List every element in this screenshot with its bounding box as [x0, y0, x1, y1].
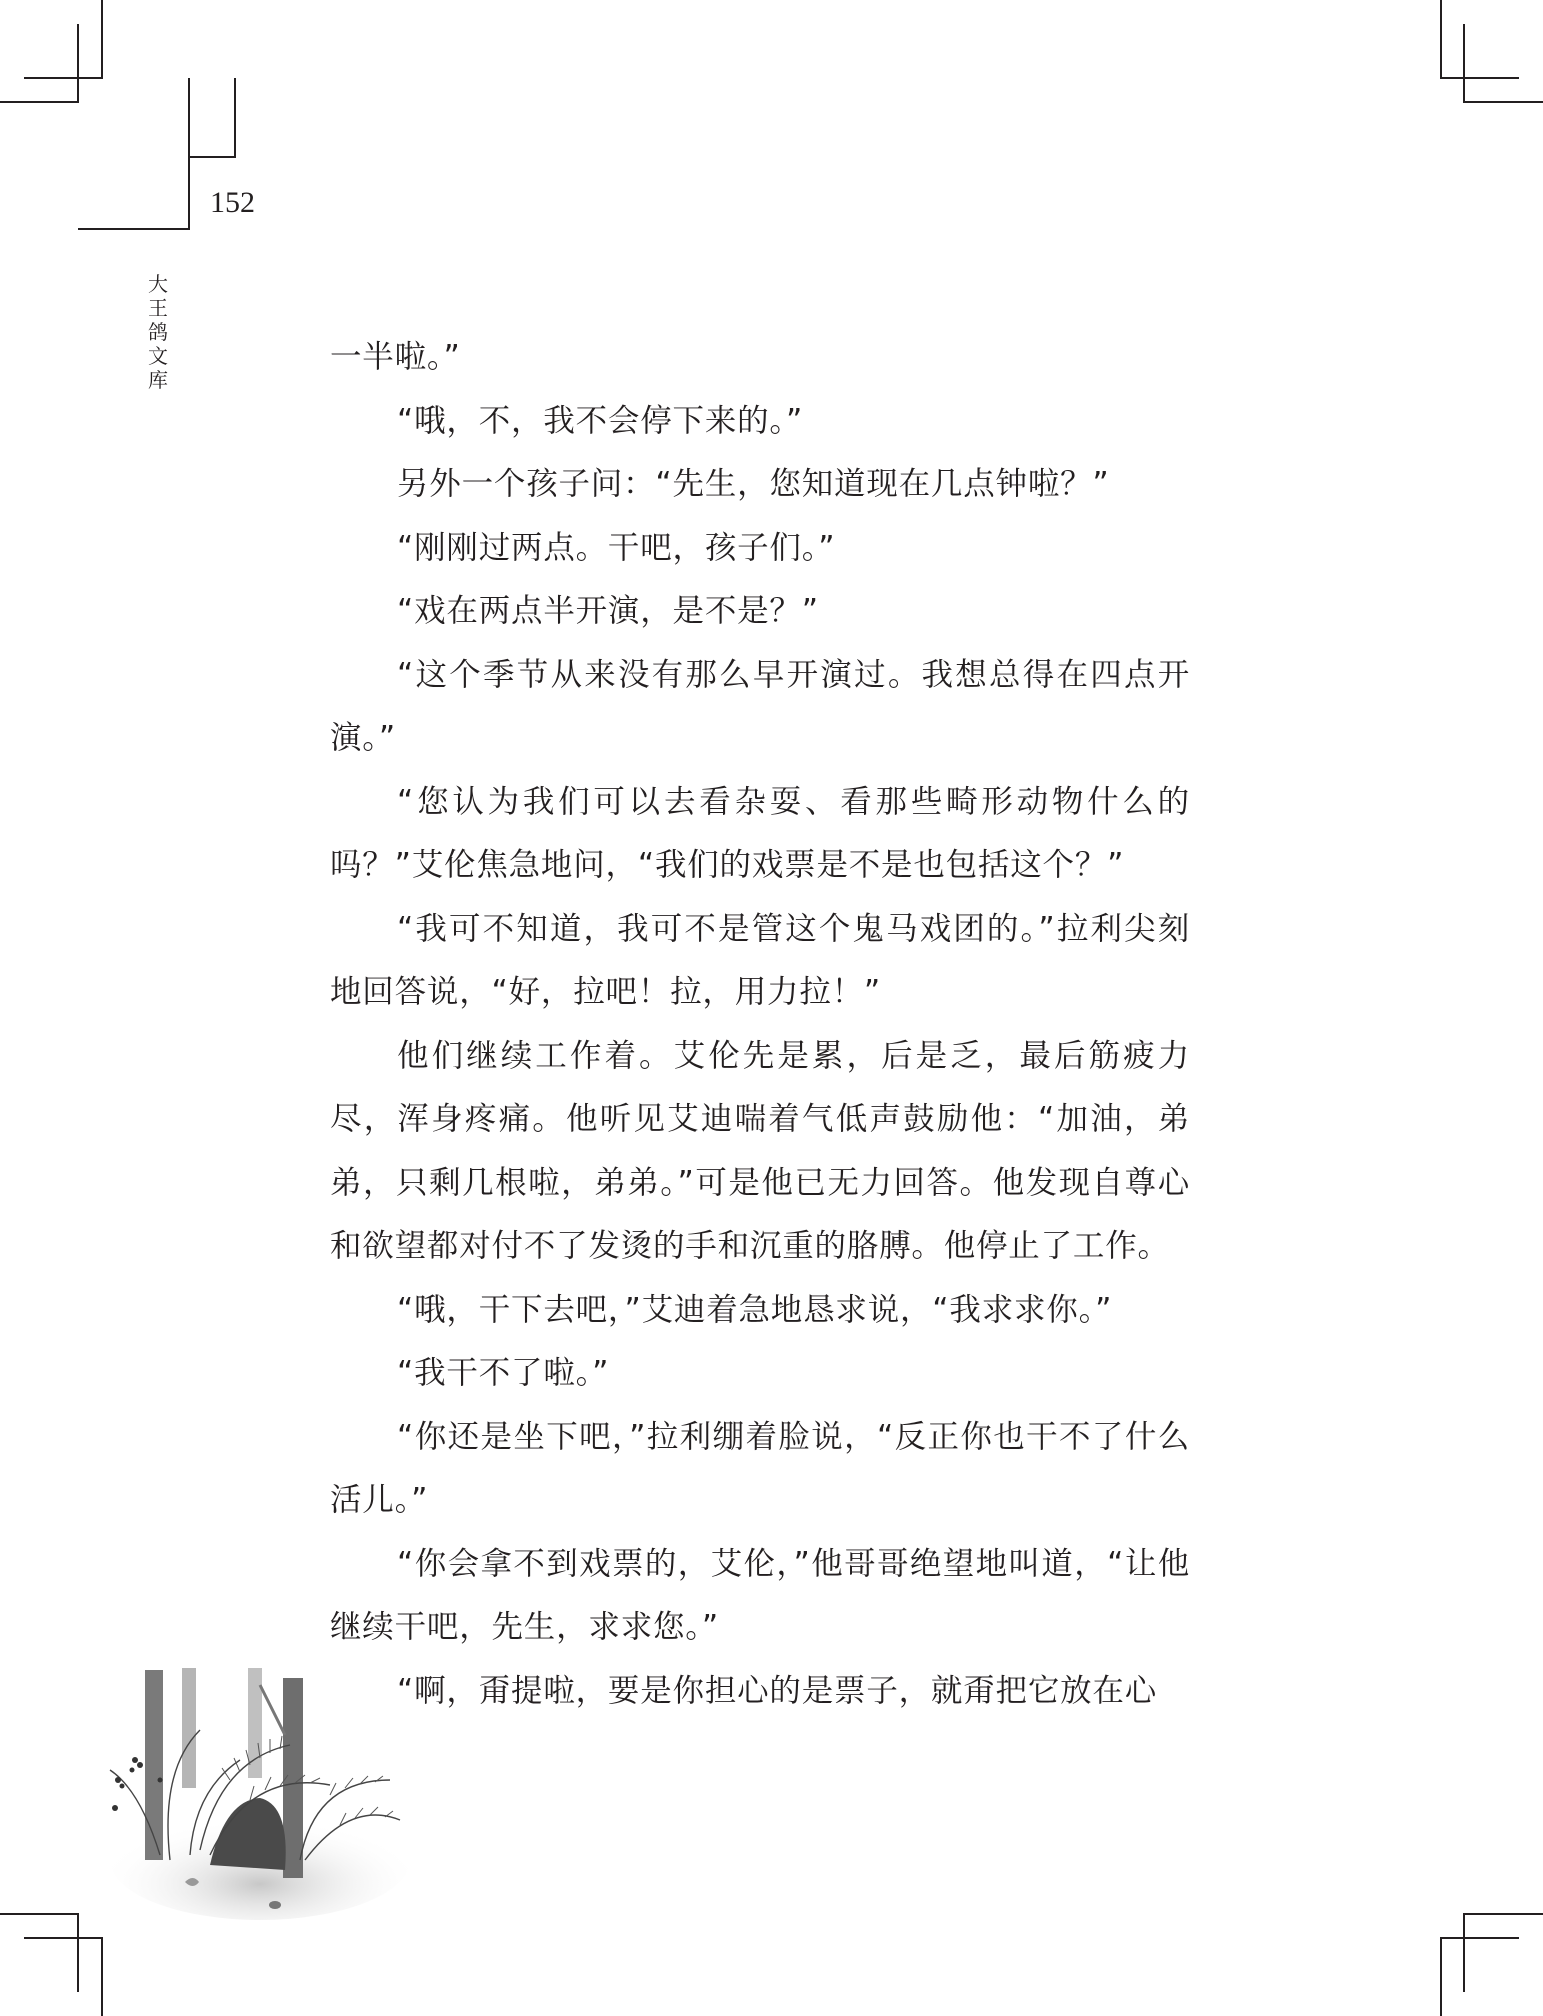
- paragraph: 他们继续工作着。艾伦先是累，后是乏，最后筋疲力尽，浑身疼痛。他听见艾迪喘着气低声鼓励他：“加油，弟弟，只剩几根啦，弟弟。”可是他已无力回答。他发现自尊心和欲望都对付不了发烫的手和沉重的胳膊。他停止了工作。: [330, 1037, 1190, 1264]
- series-title-char: 文: [148, 344, 168, 368]
- paragraph: “这个季节从来没有那么早开演过。我想总得在四点开演。”: [330, 656, 1190, 756]
- header-rule: [188, 78, 190, 230]
- paragraph: “哦，干下去吧，”艾迪着急地恳求说，“我求求你。”: [397, 1291, 1113, 1328]
- crop-mark: [0, 101, 79, 103]
- crop-mark: [1463, 24, 1465, 103]
- paragraph: “啊，甭提啦，要是你担心的是票子，就甭把它放在心: [397, 1672, 1158, 1709]
- crop-mark: [1440, 0, 1442, 79]
- header-rule: [78, 228, 190, 230]
- crop-mark: [1440, 77, 1519, 79]
- series-title: [146, 272, 170, 392]
- crop-mark: [1463, 101, 1543, 103]
- paragraph: “您认为我们可以去看杂耍、看那些畸形动物什么的吗？”艾伦焦急地问，“我们的戏票是不是也包括这个？”: [330, 783, 1190, 883]
- crop-mark: [1463, 1913, 1465, 1992]
- paragraph: “你还是坐下吧，”拉利绷着脸说，“反正你也干不了什么活儿。”: [330, 1418, 1190, 1518]
- crop-mark: [0, 1913, 79, 1915]
- crop-mark: [1440, 1937, 1442, 2016]
- series-title-char: 大: [148, 272, 168, 296]
- crop-mark: [77, 1913, 79, 1992]
- header-rule: [188, 156, 236, 158]
- paragraph: “刚刚过两点。干吧，孩子们。”: [397, 529, 836, 566]
- crop-mark: [1463, 1913, 1543, 1915]
- crop-mark: [101, 1937, 103, 2016]
- series-title-char: 王: [148, 296, 168, 320]
- paragraph: “哦，不，我不会停下来的。”: [397, 402, 804, 439]
- paragraph: 另外一个孩子问：“先生，您知道现在几点钟啦？”: [397, 466, 1110, 502]
- header-rule: [234, 78, 236, 158]
- paragraph: “我可不知道，我可不是管这个鬼马戏团的。”拉利尖刻地回答说，“好，拉吧！拉，用力拉！”: [330, 910, 1190, 1010]
- paragraph: “我干不了啦。”: [397, 1355, 610, 1391]
- forest-illustration-icon: [100, 1650, 410, 1930]
- series-title-char: 鸽: [148, 320, 168, 344]
- crop-mark: [77, 24, 79, 103]
- paragraph: “戏在两点半开演，是不是？”: [397, 593, 819, 629]
- body-text: [330, 326, 1190, 1723]
- crop-mark: [101, 0, 103, 79]
- crop-mark: [24, 77, 103, 79]
- series-title-char: 库: [148, 368, 168, 392]
- crop-mark: [1440, 1937, 1519, 1939]
- page-number: 152: [210, 186, 255, 219]
- crop-mark: [24, 1937, 103, 1939]
- paragraph: “你会拿不到戏票的，艾伦，”他哥哥绝望地叫道，“让他继续干吧，先生，求求您。”: [330, 1545, 1190, 1645]
- paragraph: 一半啦。”: [330, 339, 461, 375]
